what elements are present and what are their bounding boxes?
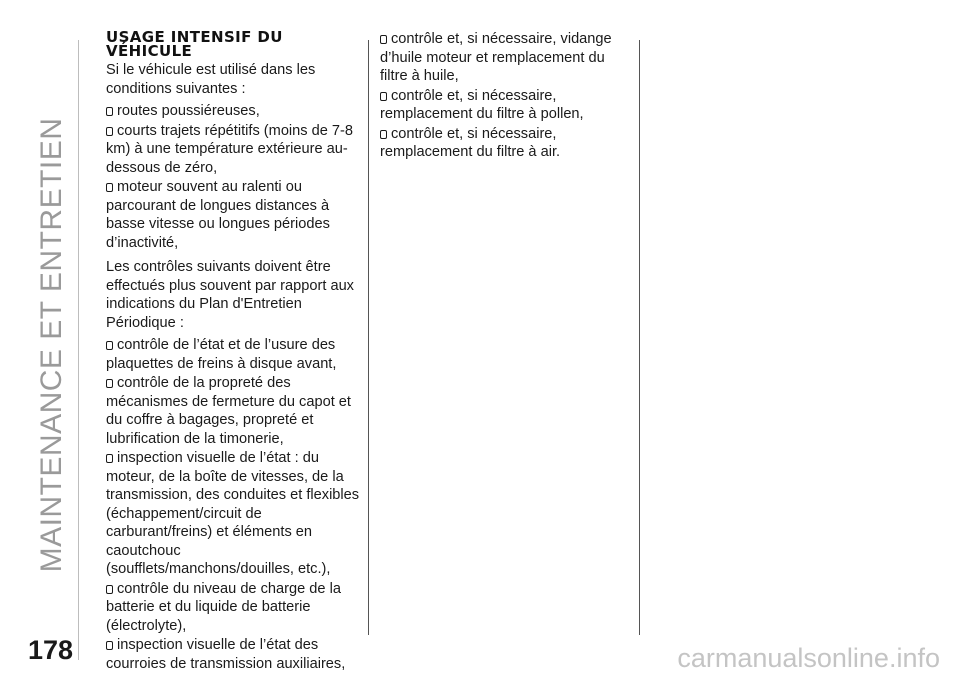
list-item <box>106 374 364 448</box>
bullet-icon <box>106 454 113 463</box>
column-left <box>106 30 364 674</box>
list-item <box>106 336 364 373</box>
controls-intro-paragraph: Les contrôles suivants doivent être effectués plus souvent par rapport aux indications du Plan d'Entretien Périodique : <box>106 259 354 331</box>
list-item <box>106 636 364 673</box>
list-item-text: contrôle de la propreté des mécanismes de fermeture du capot et du coffre à bagages, propreté et lubrification de la timonerie, <box>106 375 351 447</box>
list-item-text: inspection visuelle de l’état des courroies de transmission auxiliaires, <box>106 637 346 672</box>
list-item-text: contrôle de l’état et de l’usure des plaquettes de freins à disque avant, <box>106 337 337 372</box>
list-item <box>106 122 364 178</box>
section-side-title: MAINTENANCE ET ENTRETIEN <box>35 117 68 573</box>
list-item-text: contrôle et, si nécessaire, vidange d’huile moteur et remplacement du filtre à huile, <box>380 31 612 84</box>
bullet-icon <box>106 183 113 192</box>
bullet-icon <box>106 641 113 650</box>
list-item <box>380 125 635 162</box>
site-watermark: carmanualsonline.info <box>677 643 940 673</box>
list-item-text: contrôle du niveau de charge de la batterie et du liquide de batterie (électrolyte), <box>106 580 341 634</box>
bullet-icon <box>106 585 113 594</box>
bullet-icon <box>380 130 387 139</box>
section-heading <box>106 30 364 58</box>
bullet-icon <box>106 341 113 350</box>
list-item-text: courts trajets répétitifs (moins de 7-8 km) à une température extérieure au-dessous de zéro, <box>106 122 354 176</box>
list-item-text: contrôle et, si nécessaire, remplacement du filtre à air. <box>380 125 561 160</box>
bullet-icon <box>106 379 113 388</box>
bullet-icon <box>106 107 113 116</box>
intro-paragraph: Si le véhicule est utilisé dans les conditions suivantes : <box>106 62 316 97</box>
bullet-icon <box>380 92 387 101</box>
list-item <box>380 30 635 86</box>
heading-line-2: VÉHICULE <box>106 42 193 60</box>
list-item <box>106 178 364 252</box>
list-item-text: moteur souvent au ralenti ou parcourant de longues distances à basse vitesse ou longues périodes d’inactivité, <box>106 179 330 251</box>
column-divider <box>639 40 640 635</box>
bullet-icon <box>106 127 113 136</box>
list-item <box>106 102 364 121</box>
column-divider <box>368 40 369 635</box>
list-item-text: routes poussiéreuses, <box>117 103 260 119</box>
list-item-text: contrôle et, si nécessaire, remplacement du filtre à pollen, <box>380 87 584 122</box>
list-item <box>106 580 364 636</box>
page-number: 178 <box>28 635 74 665</box>
column-right <box>380 30 635 163</box>
list-item-text: inspection visuelle de l’état : du moteur, de la boîte de vitesses, de la transmission, des conduites et flexibles (échappement/circuit de carburant/freins) et éléments en caoutchouc (soufflets/manchons/douilles, etc.), <box>106 450 360 577</box>
list-item <box>380 87 635 124</box>
side-divider <box>78 40 79 660</box>
heading-line-1: USAGE INTENSIF DU <box>106 28 283 46</box>
list-item <box>106 449 364 579</box>
bullet-icon <box>380 35 387 44</box>
